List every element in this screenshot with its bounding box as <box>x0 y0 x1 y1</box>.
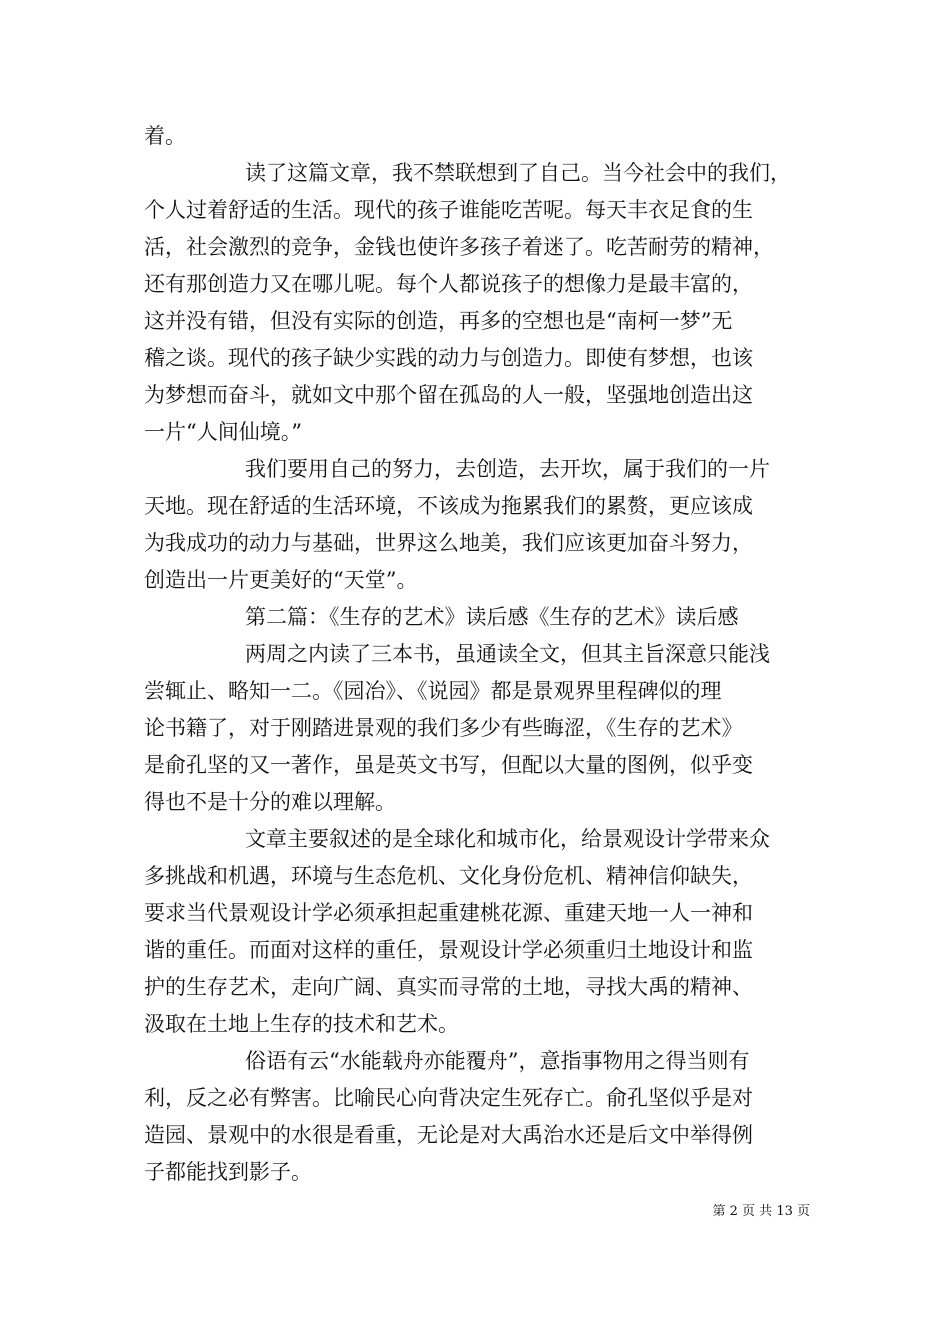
text-line: 还有那创造力又在哪儿呢。每个人都说孩子的想像力是最丰富的， <box>144 272 753 296</box>
text-line: 为我成功的动力与基础，世界这么地美，我们应该更加奋斗努力， <box>144 531 753 555</box>
paragraph-start-line: 俗语有云“水能载舟亦能覆舟”，意指事物用之得当则有 <box>245 1049 750 1073</box>
text-line: 天地。现在舒适的生活环境，不该成为拖累我们的累赘，更应该成 <box>144 494 753 518</box>
text-line: 汲取在土地上生存的技术和艺术。 <box>144 1012 459 1036</box>
text-line: 个人过着舒适的生活。现代的孩子谁能吃苦呢。每天丰衣足食的生 <box>144 198 753 222</box>
text-line: 论书籍了，对于刚踏进景观的我们多少有些晦涩，《生存的艺术》 <box>144 716 743 740</box>
text-line: 要求当代景观设计学必须承担起重建桃花源、重建天地一人一神和 <box>144 901 753 925</box>
text-line: 利，反之必有弊害。比喻民心向背决定生死存亡。俞孔坚似乎是对 <box>144 1086 753 1110</box>
text-line: 为梦想而奋斗，就如文中那个留在孤岛的人一般，坚强地创造出这 <box>144 383 753 407</box>
text-line: 尝辄止、略知一二。《园冶》、《说园》都是景观界里程碑似的理 <box>144 679 722 703</box>
text-line: 护的生存艺术，走向广阔、真实而寻常的土地，寻找大禹的精神、 <box>144 975 753 999</box>
text-line: 创造出一片更美好的“天堂”。 <box>144 568 418 592</box>
paragraph-start-line: 我们要用自己的努力，去创造，去开坎，属于我们的一片 <box>245 457 770 481</box>
text-line: 稽之谈。现代的孩子缺少实践的动力与创造力。即使有梦想，也该 <box>144 346 753 370</box>
text-line: 着。 <box>144 124 186 148</box>
paragraph-start-line: 两周之内读了三本书，虽通读全文，但其主旨深意只能浅 <box>245 642 770 666</box>
paragraph-start-line: 读了这篇文章，我不禁联想到了自己。当今社会中的我们， <box>245 161 791 185</box>
text-line: 子都能找到影子。 <box>144 1160 312 1184</box>
text-line: 得也不是十分的难以理解。 <box>144 790 396 814</box>
paragraph-start-line: 文章主要叙述的是全球化和城市化，给景观设计学带来众 <box>245 827 770 851</box>
text-line: 一片“人间仙境。” <box>144 420 302 444</box>
text-line: 谐的重任。而面对这样的重任，景观设计学必须重归土地设计和监 <box>144 938 753 962</box>
page-number: 第 2 页 共 13 页 <box>712 1204 810 1219</box>
text-line: 这并没有错，但没有实际的创造，再多的空想也是“南柯一梦”无 <box>144 309 733 333</box>
text-line: 多挑战和机遇，环境与生态危机、文化身份危机、精神信仰缺失， <box>144 864 753 888</box>
section-heading: 第二篇：《生存的艺术》读后感《生存的艺术》读后感 <box>245 605 739 629</box>
text-line: 造园、景观中的水很是看重，无论是对大禹治水还是后文中举得例 <box>144 1123 753 1147</box>
text-line: 活，社会激烈的竞争，金钱也使许多孩子着迷了。吃苦耐劳的精神， <box>144 235 774 259</box>
text-line: 是俞孔坚的又一著作，虽是英文书写，但配以大量的图例，似乎变 <box>144 753 753 777</box>
